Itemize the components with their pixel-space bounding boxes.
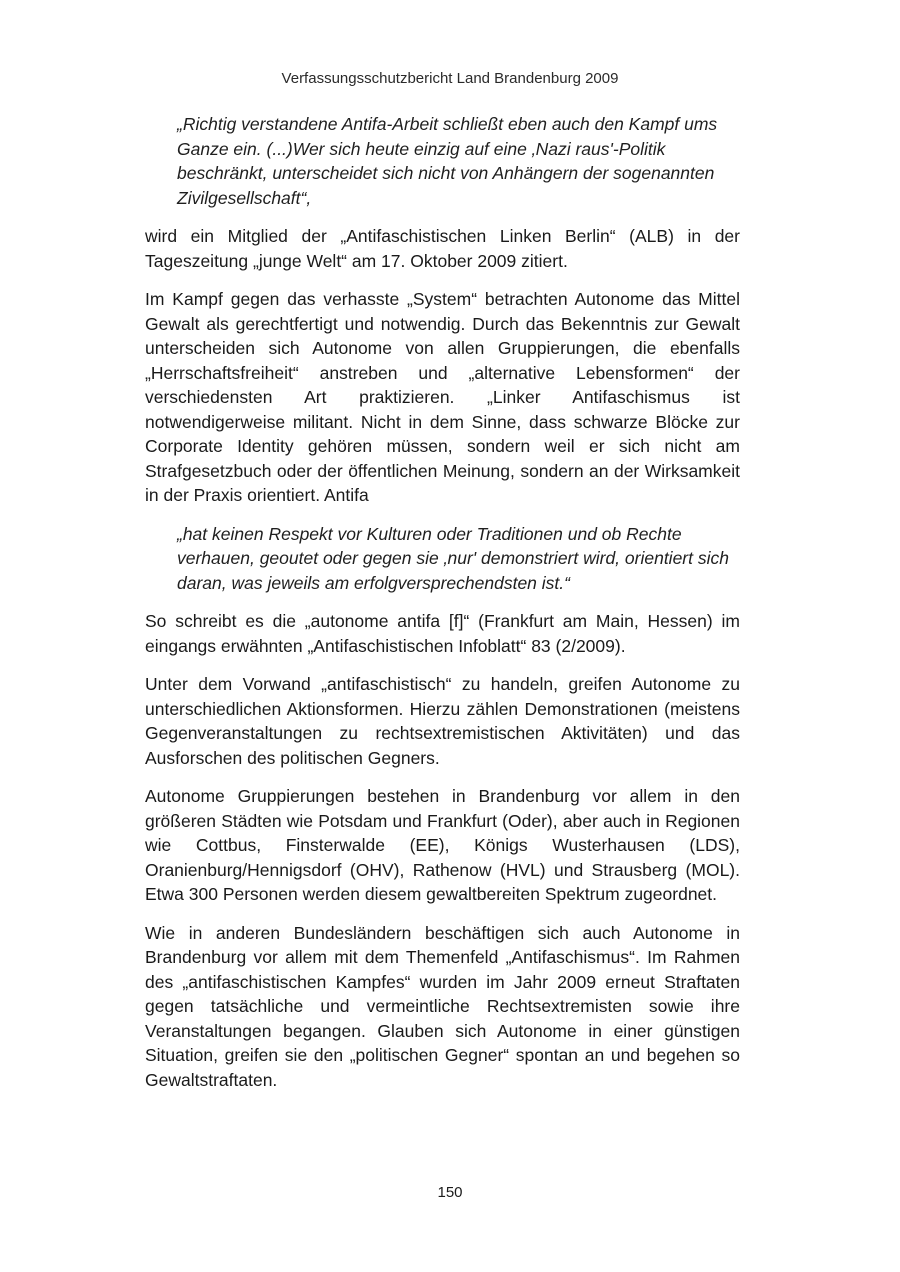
paragraph-4: Unter dem Vorwand „antifaschistisch“ zu handeln, greifen Autonome zu unterschiedlichen Aktionsformen. Hierzu zählen Demonstrationen (meistens Gegenveranstaltungen zu rechtsextremistischen Aktivitäten) und das Ausforschen des politischen Gegners. — [145, 674, 740, 768]
paragraph-6: Wie in anderen Bundesländern beschäftigen sich auch Autonome in Brandenburg vor allem mit dem Themenfeld „Antifaschismus“. Im Rahmen des „antifaschistischen Kampfes“ wurden im Jahr 2009 erneut Straftaten gegen tatsächliche und vermeintliche Rechtsextremisten sowie ihre Veranstaltungen begangen. Glauben sich Autonome in einer günstigen Situation, greifen sie den „politischen Gegner“ spontan an und begehen so Gewaltstraftaten. — [145, 922, 740, 1090]
block-quote-2: „hat keinen Respekt vor Kulturen oder Traditionen und ob Rechte verhauen, geoutet oder gegen sie ‚nur' demonstriert wird, orientiert sich daran, was jeweils am erfolgversprechendsten ist.“ — [177, 523, 729, 593]
page-number: 150 — [437, 1184, 463, 1201]
running-header: Verfassungsschutzbericht Land Brandenburg 2009 — [281, 70, 619, 87]
paragraph-3: So schreibt es die „autonome antifa [f]“ (Frankfurt am Main, Hessen) im eingangs erwähnten „Antifaschistischen Infoblatt“ 83 (2/2009). — [145, 611, 740, 656]
page-body — [145, 112, 740, 1106]
paragraph-1: wird ein Mitglied der „Antifaschistischen Linken Berlin“ (ALB) in der Tageszeitung „junge Welt“ am 17. Oktober 2009 zitiert. — [145, 226, 740, 271]
paragraph-5: Autonome Gruppierungen bestehen in Brandenburg vor allem in den größeren Städten wie Potsdam und Frankfurt (Oder), aber auch in Regionen wie Cottbus, Finsterwalde (EE), Königs Wusterhausen (LDS), Oranienburg/Hennigsdorf (OHV), Rathenow (HVL) und Strausberg (MOL). Etwa 300 Personen werden diesem gewaltbereiten Spektrum zugeordnet. — [145, 786, 740, 904]
paragraph-2: Im Kampf gegen das verhasste „System“ betrachten Autonome das Mittel Gewalt als gerechtfertigt und notwendig. Durch das Bekenntnis zur Gewalt unterscheiden sich Autonome von allen Gruppierungen, die ebenfalls „Herrschaftsfreiheit“ anstreben und „alternative Lebensformen“ der verschiedensten Art praktizieren. „Linker Antifaschismus ist notwendigerweise militant. Nicht in dem Sinne, dass schwarze Blöcke zur Corporate Identity gehören müssen, sondern weil er sich nicht am Strafgesetzbuch oder der öffentlichen Meinung, sondern an der Wirksamkeit in der Praxis orientiert. Antifa — [145, 289, 740, 505]
block-quote-1: „Richtig verstandene Antifa-Arbeit schließt eben auch den Kampf ums Ganze ein. (...)Wer sich heute einzig auf eine ‚Nazi raus'-Politik beschränkt, unterscheidet sich nicht von Anhängern der sogenannten Zivilgesellschaft“, — [177, 114, 718, 208]
